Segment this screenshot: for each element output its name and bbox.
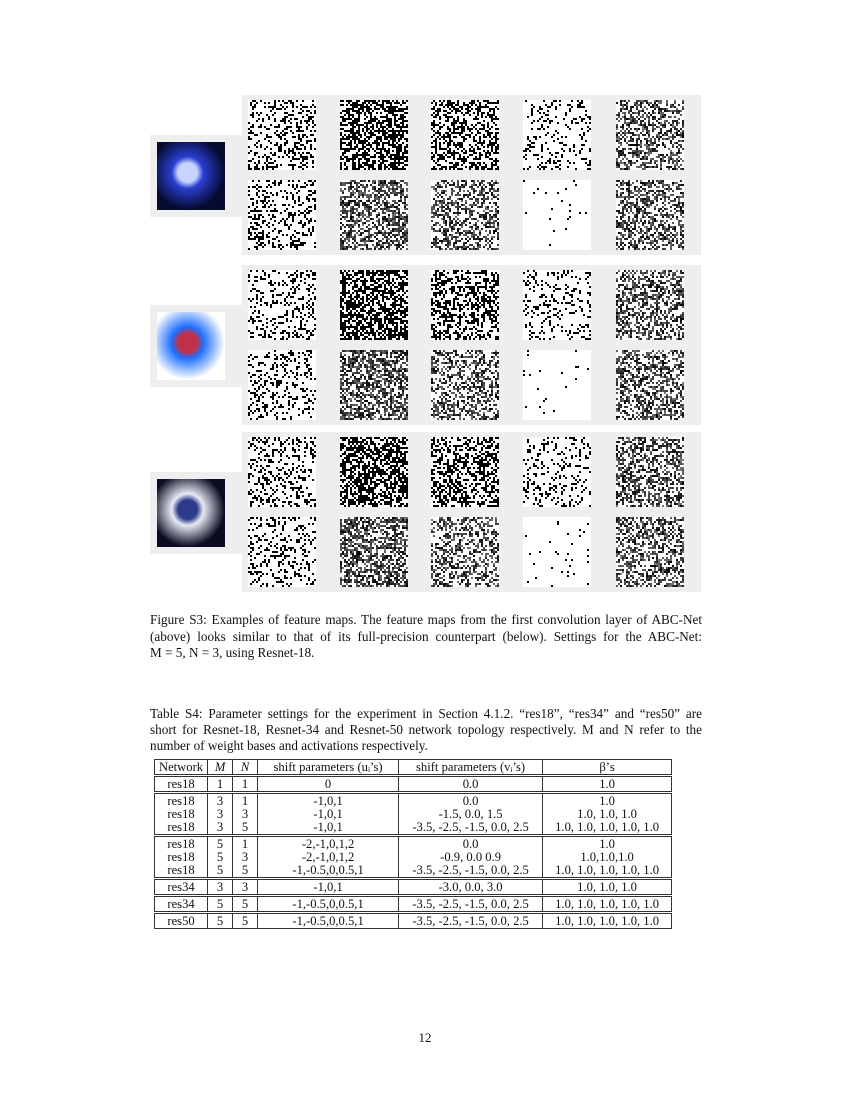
cell-network: res18: [155, 776, 208, 793]
cell-shift-v: 0.0: [399, 793, 543, 809]
cell-beta: 1.0: [543, 836, 672, 852]
cell-shift-v: -3.5, -2.5, -1.5, 0.0, 2.5: [399, 864, 543, 879]
feature-maps-panel: [242, 432, 701, 592]
page-number: 12: [418, 1030, 432, 1045]
header-beta: β’s: [543, 760, 672, 776]
figure-row-dog: [150, 95, 710, 255]
header-m: M: [208, 760, 233, 776]
figure-caption: [150, 612, 702, 662]
header-n: N: [233, 760, 258, 776]
full-precision-feature-map: [616, 180, 684, 250]
cell-m: 3: [208, 821, 233, 836]
table-caption-line: short for Resnet-18, Resnet-34 and Resnet-50 network topology respectively. M and N refer to the: [150, 722, 702, 737]
cell-m: 5: [208, 913, 233, 929]
abc-net-feature-map: [248, 270, 316, 340]
input-image-panel: [150, 305, 243, 387]
cell-n: 3: [233, 879, 258, 896]
cell-shift-v: -3.5, -2.5, -1.5, 0.0, 2.5: [399, 896, 543, 913]
full-precision-feature-map: [248, 517, 316, 587]
cell-network: res18: [155, 808, 208, 821]
cell-m: 3: [208, 808, 233, 821]
full-precision-feature-map: [248, 350, 316, 420]
cell-beta: 1.0,1.0,1.0: [543, 851, 672, 864]
cell-n: 1: [233, 793, 258, 809]
cell-n: 5: [233, 821, 258, 836]
cell-beta: 1.0, 1.0, 1.0, 1.0, 1.0: [543, 913, 672, 929]
cell-network: res18: [155, 821, 208, 836]
full-precision-feature-map: [523, 517, 591, 587]
cell-n: 5: [233, 896, 258, 913]
abc-net-feature-map: [431, 100, 499, 170]
figure-caption-line: (above) looks similar to that of its full-precision counterpart (below). Settings for the ABC-Net:: [150, 628, 702, 644]
cell-n: 3: [233, 851, 258, 864]
abc-net-feature-map: [523, 100, 591, 170]
cell-network: res50: [155, 913, 208, 929]
abc-net-feature-map: [340, 100, 408, 170]
table-row: [155, 896, 672, 913]
figure-caption-line: Figure S3: Examples of feature maps. The feature maps from the first convolution layer of ABC-Net: [150, 612, 702, 627]
cell-m: 3: [208, 793, 233, 809]
cell-beta: 1.0: [543, 793, 672, 809]
camper-van-image: [157, 479, 225, 547]
cell-m: 5: [208, 864, 233, 879]
input-image-panel: [150, 472, 243, 554]
table-row: [155, 776, 672, 793]
cell-shift-u: -2,-1,0,1,2: [258, 851, 399, 864]
table-row: [155, 913, 672, 929]
cell-shift-u: -2,-1,0,1,2: [258, 836, 399, 852]
full-precision-feature-map: [616, 350, 684, 420]
cell-beta: 1.0: [543, 776, 672, 793]
cell-shift-u: 0: [258, 776, 399, 793]
table-caption-line: Table S4: Parameter settings for the experiment in Section 4.1.2. “res18”, “res34” and “res50” are: [150, 706, 702, 721]
abc-net-feature-map: [616, 100, 684, 170]
cell-beta: 1.0, 1.0, 1.0, 1.0, 1.0: [543, 864, 672, 879]
cell-m: 5: [208, 836, 233, 852]
cell-m: 3: [208, 879, 233, 896]
abc-net-feature-map: [523, 437, 591, 507]
cell-shift-v: 0.0: [399, 776, 543, 793]
full-precision-feature-map: [431, 517, 499, 587]
table-row: [155, 864, 672, 879]
parameter-settings-table: [154, 759, 672, 929]
table-row: [155, 836, 672, 852]
cell-network: res18: [155, 864, 208, 879]
table-row: [155, 793, 672, 809]
abc-net-feature-map: [431, 270, 499, 340]
cell-shift-v: -3.5, -2.5, -1.5, 0.0, 2.5: [399, 821, 543, 836]
table-caption: [150, 706, 702, 754]
header-network: Network: [155, 760, 208, 776]
abc-net-feature-map: [248, 100, 316, 170]
cell-shift-v: -3.5, -2.5, -1.5, 0.0, 2.5: [399, 913, 543, 929]
abc-net-feature-map: [431, 437, 499, 507]
full-precision-feature-map: [248, 180, 316, 250]
cell-beta: 1.0, 1.0, 1.0, 1.0, 1.0: [543, 821, 672, 836]
cell-shift-u: -1,-0.5,0,0.5,1: [258, 864, 399, 879]
cell-n: 5: [233, 913, 258, 929]
cell-beta: 1.0, 1.0, 1.0: [543, 808, 672, 821]
cell-shift-u: -1,0,1: [258, 821, 399, 836]
cell-network: res34: [155, 879, 208, 896]
cell-shift-u: -1,0,1: [258, 808, 399, 821]
dog-image: [157, 142, 225, 210]
table-header-row: [155, 760, 672, 776]
full-precision-feature-map: [616, 517, 684, 587]
table-row: [155, 821, 672, 836]
full-precision-feature-map: [431, 180, 499, 250]
full-precision-feature-map: [340, 350, 408, 420]
cell-beta: 1.0, 1.0, 1.0: [543, 879, 672, 896]
cell-network: res18: [155, 836, 208, 852]
cell-shift-v: 0.0: [399, 836, 543, 852]
full-precision-feature-map: [431, 350, 499, 420]
feature-maps-panel: [242, 95, 701, 255]
header-shift-u: shift parameters (uᵢ’s): [258, 760, 399, 776]
cell-m: 1: [208, 776, 233, 793]
cell-shift-v: -3.0, 0.0, 3.0: [399, 879, 543, 896]
figure-row-camper-van: [150, 432, 710, 592]
header-shift-v: shift parameters (vᵢ’s): [399, 760, 543, 776]
abc-net-feature-map: [616, 270, 684, 340]
abc-net-feature-map: [523, 270, 591, 340]
cell-n: 1: [233, 836, 258, 852]
cell-shift-u: -1,-0.5,0,0.5,1: [258, 913, 399, 929]
cell-n: 3: [233, 808, 258, 821]
input-image-panel: [150, 135, 243, 217]
abc-net-feature-map: [248, 437, 316, 507]
cell-n: 5: [233, 864, 258, 879]
cell-shift-u: -1,0,1: [258, 879, 399, 896]
cell-network: res34: [155, 896, 208, 913]
cell-shift-u: -1,-0.5,0,0.5,1: [258, 896, 399, 913]
full-precision-feature-map: [340, 517, 408, 587]
figure-caption-line: M = 5, N = 3, using Resnet-18.: [150, 645, 315, 660]
bowl-image: [157, 312, 225, 380]
table-caption-line: number of weight bases and activations respectively.: [150, 738, 428, 753]
abc-net-feature-map: [340, 437, 408, 507]
abc-net-feature-map: [340, 270, 408, 340]
cell-shift-v: -0.9, 0.0 0.9: [399, 851, 543, 864]
cell-beta: 1.0, 1.0, 1.0, 1.0, 1.0: [543, 896, 672, 913]
cell-network: res18: [155, 851, 208, 864]
cell-shift-v: -1.5, 0.0, 1.5: [399, 808, 543, 821]
full-precision-feature-map: [523, 350, 591, 420]
figure-row-bowl: [150, 265, 710, 425]
cell-m: 5: [208, 896, 233, 913]
cell-n: 1: [233, 776, 258, 793]
cell-m: 5: [208, 851, 233, 864]
abc-net-feature-map: [616, 437, 684, 507]
cell-network: res18: [155, 793, 208, 809]
feature-maps-panel: [242, 265, 701, 425]
full-precision-feature-map: [340, 180, 408, 250]
cell-shift-u: -1,0,1: [258, 793, 399, 809]
table-row: [155, 879, 672, 896]
full-precision-feature-map: [523, 180, 591, 250]
